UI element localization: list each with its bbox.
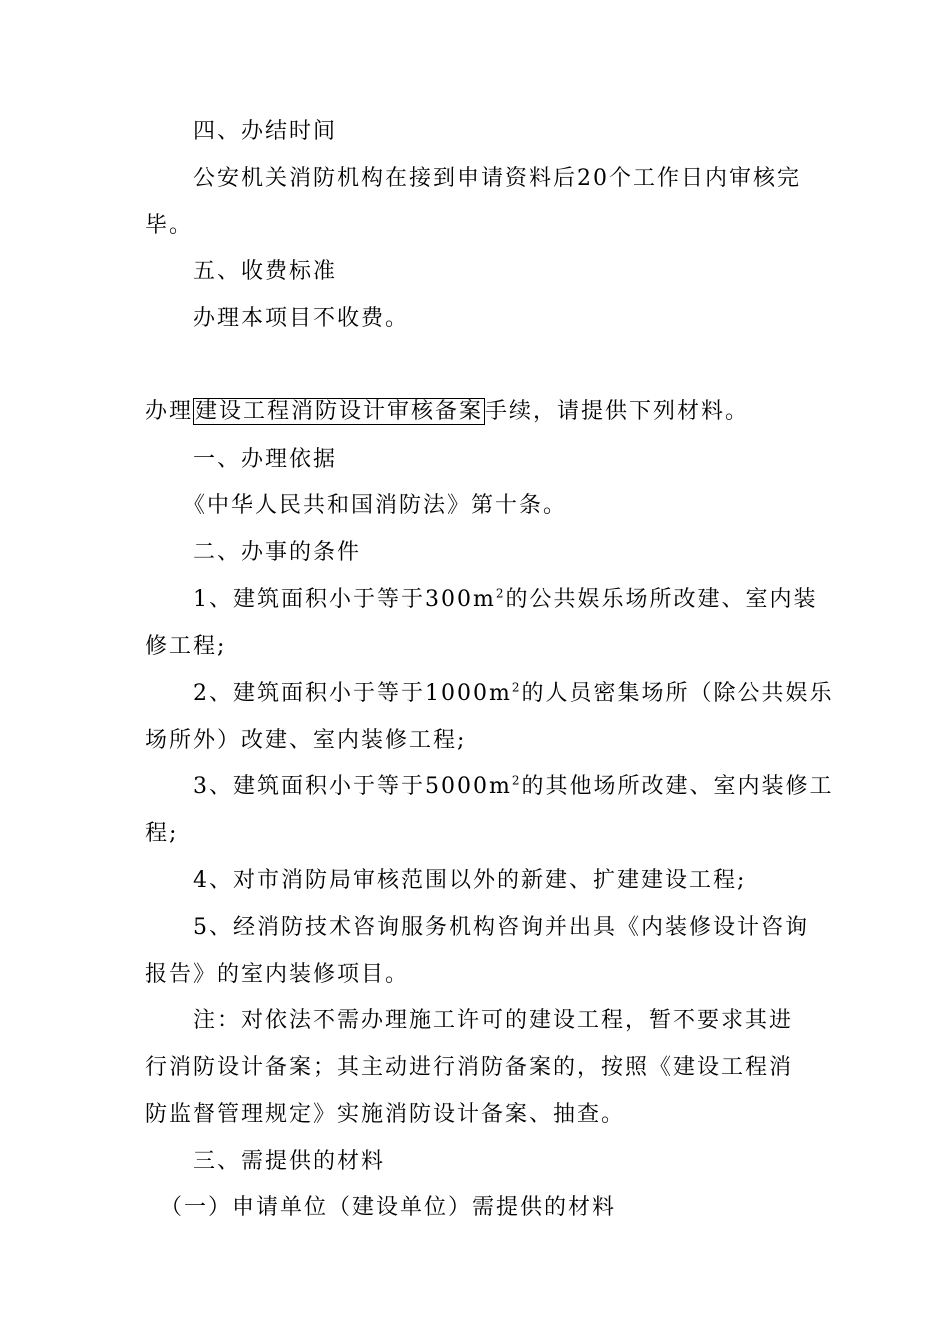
condition-3-sup: 2 xyxy=(511,773,522,788)
condition-3-prefix: 3、建筑面积小于等于5000m xyxy=(193,774,512,799)
condition-item-5-line1: 5、经消防技术咨询服务机构咨询并出具《内装修设计咨询 xyxy=(193,915,809,940)
condition-item-4: 4、对市消防局审核范围以外的新建、扩建建设工程; xyxy=(193,868,747,893)
section-3-sub1: （一）申请单位（建设单位）需提供的材料 xyxy=(160,1195,617,1220)
intro-boxed-term: 建设工程消防设计审核备案 xyxy=(195,399,484,424)
intro-paragraph xyxy=(145,397,749,427)
condition-1-prefix: 1、建筑面积小于等于300m xyxy=(193,587,496,612)
condition-item-1 xyxy=(193,585,818,615)
condition-item-3 xyxy=(193,772,834,802)
section-5-heading: 五、收费标准 xyxy=(193,259,338,284)
condition-1-sup: 2 xyxy=(495,586,506,601)
condition-3-suffix: 的其他场所改建、室内装修工 xyxy=(521,774,834,799)
section-5-body: 办理本项目不收费。 xyxy=(193,306,410,331)
note-line1: 注：对依法不需办理施工许可的建设工程，暂不要求其进 xyxy=(193,1008,794,1033)
section-4-heading: 四、办结时间 xyxy=(193,119,338,144)
intro-suffix: 手续，请提供下列材料。 xyxy=(485,399,750,424)
condition-item-5-line2: 报告》的室内装修项目。 xyxy=(145,962,410,987)
condition-1-suffix: 的公共娱乐场所改建、室内装 xyxy=(505,587,818,612)
condition-2-suffix: 的人员密集场所（除公共娱乐 xyxy=(521,681,834,706)
condition-2-prefix: 2、建筑面积小于等于1000m xyxy=(193,681,512,706)
condition-item-3-line2: 程; xyxy=(145,821,179,846)
note-line3: 防监督管理规定》实施消防设计备案、抽查。 xyxy=(145,1102,626,1127)
section-1-body: 《中华人民共和国消防法》第十条。 xyxy=(183,493,568,518)
condition-2-sup: 2 xyxy=(511,680,522,695)
condition-item-2 xyxy=(193,679,834,709)
section-1-heading: 一、办理依据 xyxy=(193,447,338,472)
section-4-body-line1: 公安机关消防机构在接到申请资料后20个工作日内审核完 xyxy=(193,166,801,191)
intro-prefix: 办理 xyxy=(145,399,194,424)
section-2-heading: 二、办事的条件 xyxy=(193,540,362,565)
section-3-heading: 三、需提供的材料 xyxy=(193,1149,386,1174)
condition-item-2-line2: 场所外）改建、室内装修工程; xyxy=(145,728,467,753)
note-line2: 行消防设计备案；其主动进行消防备案的，按照《建设工程消 xyxy=(145,1055,794,1080)
condition-item-1-line2: 修工程; xyxy=(145,634,227,659)
section-4-body-line2: 毕。 xyxy=(145,213,194,238)
